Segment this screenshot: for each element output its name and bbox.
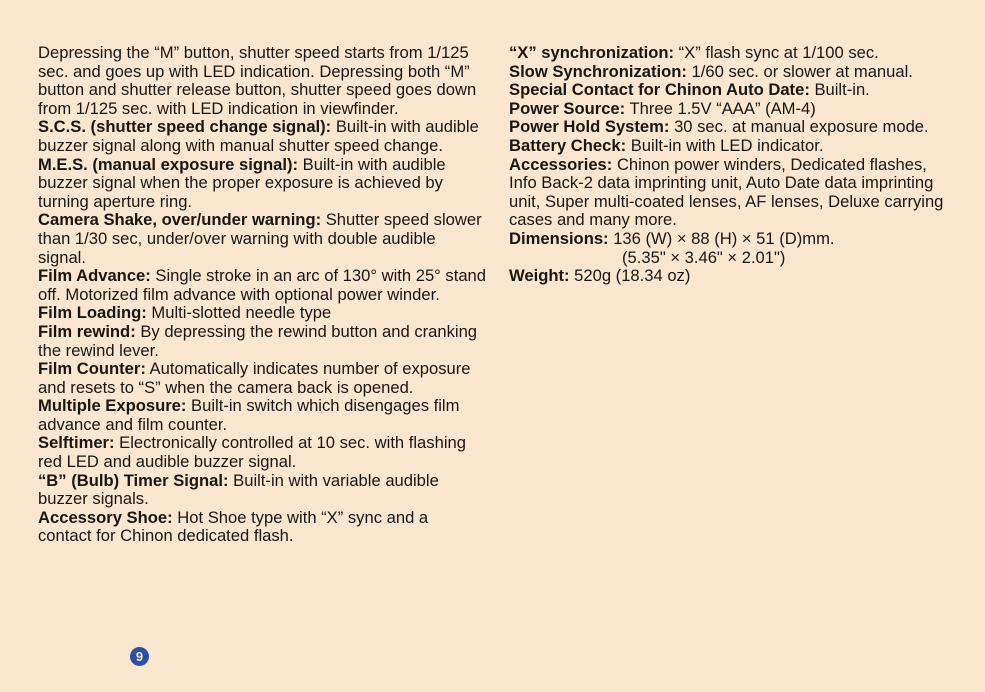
spec-slow-sync [509, 63, 949, 82]
spec-weight [509, 267, 949, 286]
spec-text: Built-in switch which disengages film advance and film counter. [38, 396, 460, 434]
spec-mes [38, 156, 486, 212]
spec-film-rewind [38, 323, 486, 360]
spec-text: Built-in with audible buzzer signal when the proper exposure is achieved by turning aperture ring. [38, 154, 446, 211]
spec-term: Film Advance: [38, 266, 151, 286]
spec-term: “B” (Bulb) Timer Signal: [38, 470, 229, 490]
spec-term: Accessories: [509, 154, 613, 174]
spec-camera-shake [38, 211, 486, 267]
page-number-badge: 9 [130, 647, 149, 666]
spec-term: Special Contact for Chinon Auto Date: [509, 80, 810, 100]
spec-term: Power Hold System: [509, 117, 670, 137]
spec-text: 30 sec. at manual exposure mode. [669, 117, 929, 137]
spec-term: Multiple Exposure: [38, 396, 187, 416]
spec-text: Built-in. [809, 80, 870, 100]
spec-term: Accessory Shoe: [38, 507, 173, 527]
spec-power-hold [509, 118, 949, 137]
spec-auto-date-contact [509, 81, 949, 100]
spec-term: Film Loading: [38, 303, 147, 323]
spec-term: “X” synchronization: [509, 43, 675, 62]
spec-term: M.E.S. (manual exposure signal): [38, 154, 299, 174]
spec-film-loading [38, 304, 486, 323]
spec-term: Film rewind: [38, 321, 136, 341]
spec-bulb-timer [38, 472, 486, 509]
left-column [38, 44, 486, 546]
spec-term: Dimensions: [509, 228, 609, 248]
spec-text: Hot Shoe type with “X” sync and a contact for Chinon dedicated flash. [38, 507, 429, 546]
spec-power-source [509, 100, 949, 119]
spec-battery-check [509, 137, 949, 156]
spec-text: Built-in with variable audible buzzer signals. [38, 470, 439, 509]
spec-text: “X” flash sync at 1/100 sec. [674, 43, 879, 62]
spec-x-sync [509, 44, 949, 63]
spec-film-counter [38, 360, 486, 397]
spec-text: Automatically indicates number of exposure and resets to “S” when the camera back is opened. [38, 359, 471, 397]
spec-term: Film Counter: [38, 359, 146, 379]
spec-text: Single stroke in an arc of 130° with 25° stand off. Motorized film advance with optional power winder. [38, 266, 487, 304]
spec-text: 1/60 sec. or slower at manual. [686, 61, 913, 81]
spec-accessories [509, 156, 949, 230]
spec-term: Battery Check: [509, 135, 627, 155]
spec-text: Depressing the “M” button, shutter speed starts from 1/125 sec. and goes up with LED indication. Depressing both “M” button and shutter release button, shutter speed goes down from 1/125 sec. with LED indication in viewfinder. [38, 43, 477, 118]
spec-selftimer [38, 434, 486, 471]
spec-text: 520g (18.34 oz) [569, 266, 691, 286]
spec-accessory-shoe [38, 509, 486, 546]
spec-term: S.C.S. (shutter speed change signal): [38, 117, 332, 137]
spec-text: Built-in with LED indicator. [626, 135, 824, 155]
spec-term: Camera Shake, over/under warning: [38, 210, 322, 230]
spec-text: Shutter speed slower than 1/30 sec, under/over warning with double audible signal. [38, 210, 482, 267]
spec-intro [38, 44, 486, 118]
spec-term: Weight: [509, 266, 570, 286]
spec-text: Chinon power winders, Dedicated flashes, Info Back-2 data imprinting unit, Auto Date data imprinting unit, Super multi-coated lenses, AF lenses, Deluxe carrying cases and many more. [509, 154, 944, 230]
spec-scs [38, 118, 486, 155]
spec-term: Power Source: [509, 98, 626, 118]
dimensions-metric: 136 (W) × 88 (H) × 51 (D)mm. [608, 228, 835, 248]
dimensions-imperial: (5.35" × 3.46" × 2.01") [622, 247, 786, 267]
spec-text: Built-in with audible buzzer signal along with manual shutter speed change. [38, 117, 479, 155]
spec-text: Three 1.5V “AAA” (AM-4) [625, 98, 816, 118]
spec-film-advance [38, 267, 486, 304]
right-column [509, 44, 949, 286]
spec-text: By depressing the rewind button and cranking the rewind lever. [38, 321, 478, 360]
spec-text: Multi-slotted needle type [146, 303, 332, 323]
spec-dimensions [509, 230, 949, 267]
spec-multiple-exposure [38, 397, 486, 434]
spec-term: Selftimer: [38, 433, 115, 453]
spec-term: Slow Synchronization: [509, 61, 687, 81]
spec-text: Electronically controlled at 10 sec. with flashing red LED and audible buzzer signal. [38, 433, 466, 472]
